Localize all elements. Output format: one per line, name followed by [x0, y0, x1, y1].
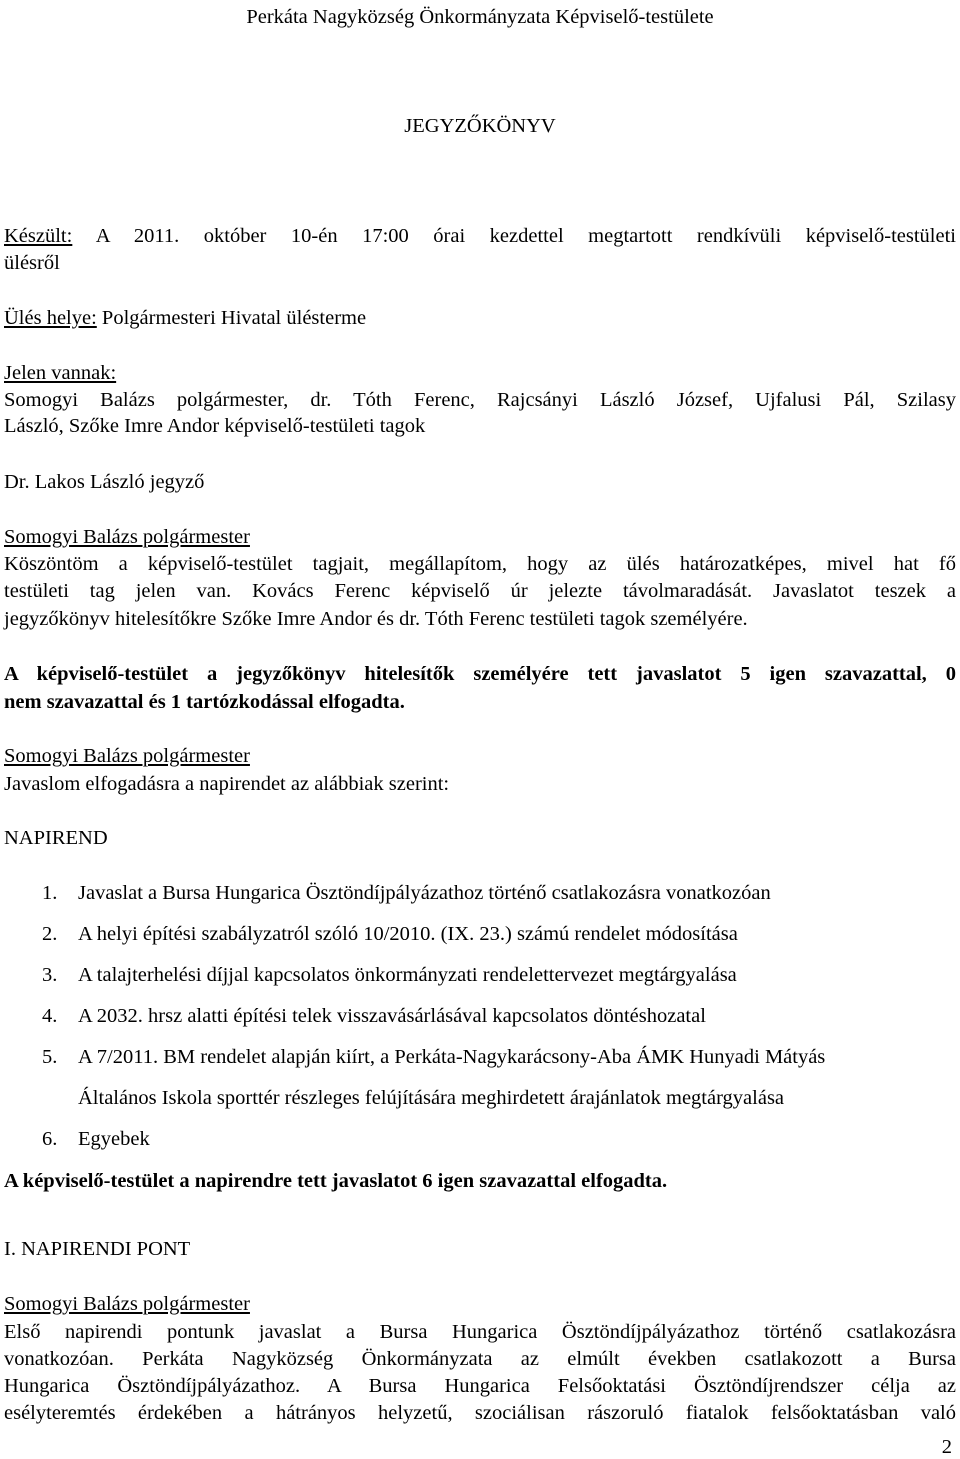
intro-line-3: jegyzőkönyv hitelesítőkre Szőke Imre Andor és dr. Tóth Ferenc testületi tagok személyére. — [4, 608, 748, 630]
decision-2: A képviselő-testület a napirendre tett javaslatot 6 igen szavazattal elfogadta. — [4, 1170, 668, 1192]
intro-line-2: testületi tag jelen van. Kovács Ferenc képviselő úr jelezte távolmaradását. Javaslatot teszek a — [4, 580, 956, 602]
agenda-title: NAPIREND — [4, 827, 108, 849]
ules-helye-value: Polgármesteri Hivatal ülésterme — [96, 307, 367, 329]
document-page: Perkáta Nagyközség Önkormányzata Képviselő-testülete JEGYZŐKÖNYV Készült: A 2011. október 10-én 17:00 órai kezdettel megtartott rendkívüli képviselő-testületi ülésről Ülés helye: Polgármesteri Hivatal ülésterme Jelen vannak: Somogyi Balázs polgármester, dr. Tóth Ferenc, Rajcsányi László József, Ujfalusi Pál, Szilasy László, Szőke Imre Andor képviselő-testületi tagok Dr. Lakos László jegyző Somogyi Balázs polgármester Köszöntöm a képviselő-testület tagjait, megállapítom, hogy az ülés határozatképes, mivel hat fő testületi tag jelen van. Kovács Ferenc képviselő úr jelezte távolmaradását. Javaslatot teszek a jegyzőkönyv hitelesítőkre Szőke Imre Andor és dr. Tóth Ferenc testületi tagok személyére. A képviselő-testület a jegyzőkönyv hitelesítők személyére tett javaslatot 5 igen szavazattal, 0 nem szavazattal és 1 tartózkodással elfogadta. Somogyi Balázs polgármester Javaslom elfogadásra a napirendet az alábbiak szerint: NAPIREND 1. Javaslat a Bursa Hungarica Ösztöndíjpályázathoz történő csatlakozásra vonatkozóan 2. A helyi építési szabályzatról szóló 10/2010. (IX. 23.) számú rendelet módosítása 3. A talajterhelési díjjal kapcsolatos önkormányzati rendelettervezet megtárgyalása 4. A 2032. hrsz alatti építési telek visszavásárlásával kapcsolatos döntéshozatal 5. A 7/2011. BM rendelet alapján kiírt, a Perkáta-Nagykarácsony-Aba ÁMK Hunyadi Mátyás Általános Iskola sporttér részleges felújítására meghirdetett árajánlatok megtárgyalása 6. Egyebek A képviselő-testület a napirendre tett javaslatot 6 igen szavazattal elfogadta. I. NAPIRENDI PONT Somogyi Balázs polgármester Első napirendi pontunk javaslat a Bursa Hungarica Ösztöndíjpályázathoz történő csatlakozásra vonatkozóan. Perkáta Nagyközség Önkormányzata az elmúlt években csatlakozott a Bursa Hungarica Ösztöndíjpályázathoz. A Bursa Hungarica Felsőoktatási Ösztöndíjrendszer célja az esélyteremtés érdekében a hátrányos helyzetű, szociálisan rászoruló fiatalok felsőoktatásban való 2 — [0, 0, 960, 1459]
agenda-intro: Javaslom elfogadásra a napirendet az alábbiak szerint: — [4, 773, 450, 795]
point1-line-1: Első napirendi pontunk javaslat a Bursa Hungarica Ösztöndíjpályázathoz történő csatlakozásra — [4, 1321, 956, 1343]
keszult-text: A 2011. október 10-én 17:00 órai kezdettel megtartott rendkívüli képviselő-testületi — [72, 225, 956, 247]
document-title: JEGYZŐKÖNYV — [404, 115, 556, 137]
point1-line-3: Hungarica Ösztöndíjpályázathoz. A Bursa Hungarica Felsőoktatási Ösztöndíjrendszer célja az — [4, 1375, 956, 1397]
keszult-line-2: ülésről — [4, 252, 60, 274]
jelen-line-1: Somogyi Balázs polgármester, dr. Tóth Ferenc, Rajcsányi László József, Ujfalusi Pál, Szilasy — [4, 389, 956, 411]
decision-1-line-2: nem szavazattal és 1 tartózkodással elfogadta. — [4, 691, 405, 713]
page-number: 2 — [941, 1436, 952, 1458]
ules-helye-label: Ülés helye: — [4, 307, 97, 329]
header-title: Perkáta Nagyközség Önkormányzata Képviselő-testülete — [246, 6, 714, 28]
ules-helye — [4, 306, 956, 330]
keszult-line-1 — [4, 224, 956, 248]
keszult-label: Készült: — [4, 225, 73, 247]
point1-line-4: esélyteremtés érdekében a hátrányos helyzetű, szociálisan rászoruló fiatalok felsőoktatásban való — [4, 1402, 956, 1424]
intro-line-1: Köszöntöm a képviselő-testület tagjait, megállapítom, hogy az ülés határozatképes, mivel hat fő — [4, 553, 956, 575]
jelen-label: Jelen vannak: — [4, 362, 117, 384]
jegyzo: Dr. Lakos László jegyző — [4, 471, 205, 493]
speaker-1: Somogyi Balázs polgármester — [4, 526, 250, 548]
napirendi-pont: I. NAPIRENDI PONT — [4, 1238, 191, 1260]
speaker-3: Somogyi Balázs polgármester — [4, 1293, 250, 1315]
point1-line-2: vonatkozóan. Perkáta Nagyközség Önkormányzata az elmúlt években csatlakozott a Bursa — [4, 1348, 956, 1370]
speaker-2: Somogyi Balázs polgármester — [4, 745, 250, 767]
decision-1-line-1: A képviselő-testület a jegyzőkönyv hitelesítők személyére tett javaslatot 5 igen szavazattal, 0 — [4, 663, 956, 685]
jelen-line-2: László, Szőke Imre Andor képviselő-testületi tagok — [4, 415, 426, 437]
